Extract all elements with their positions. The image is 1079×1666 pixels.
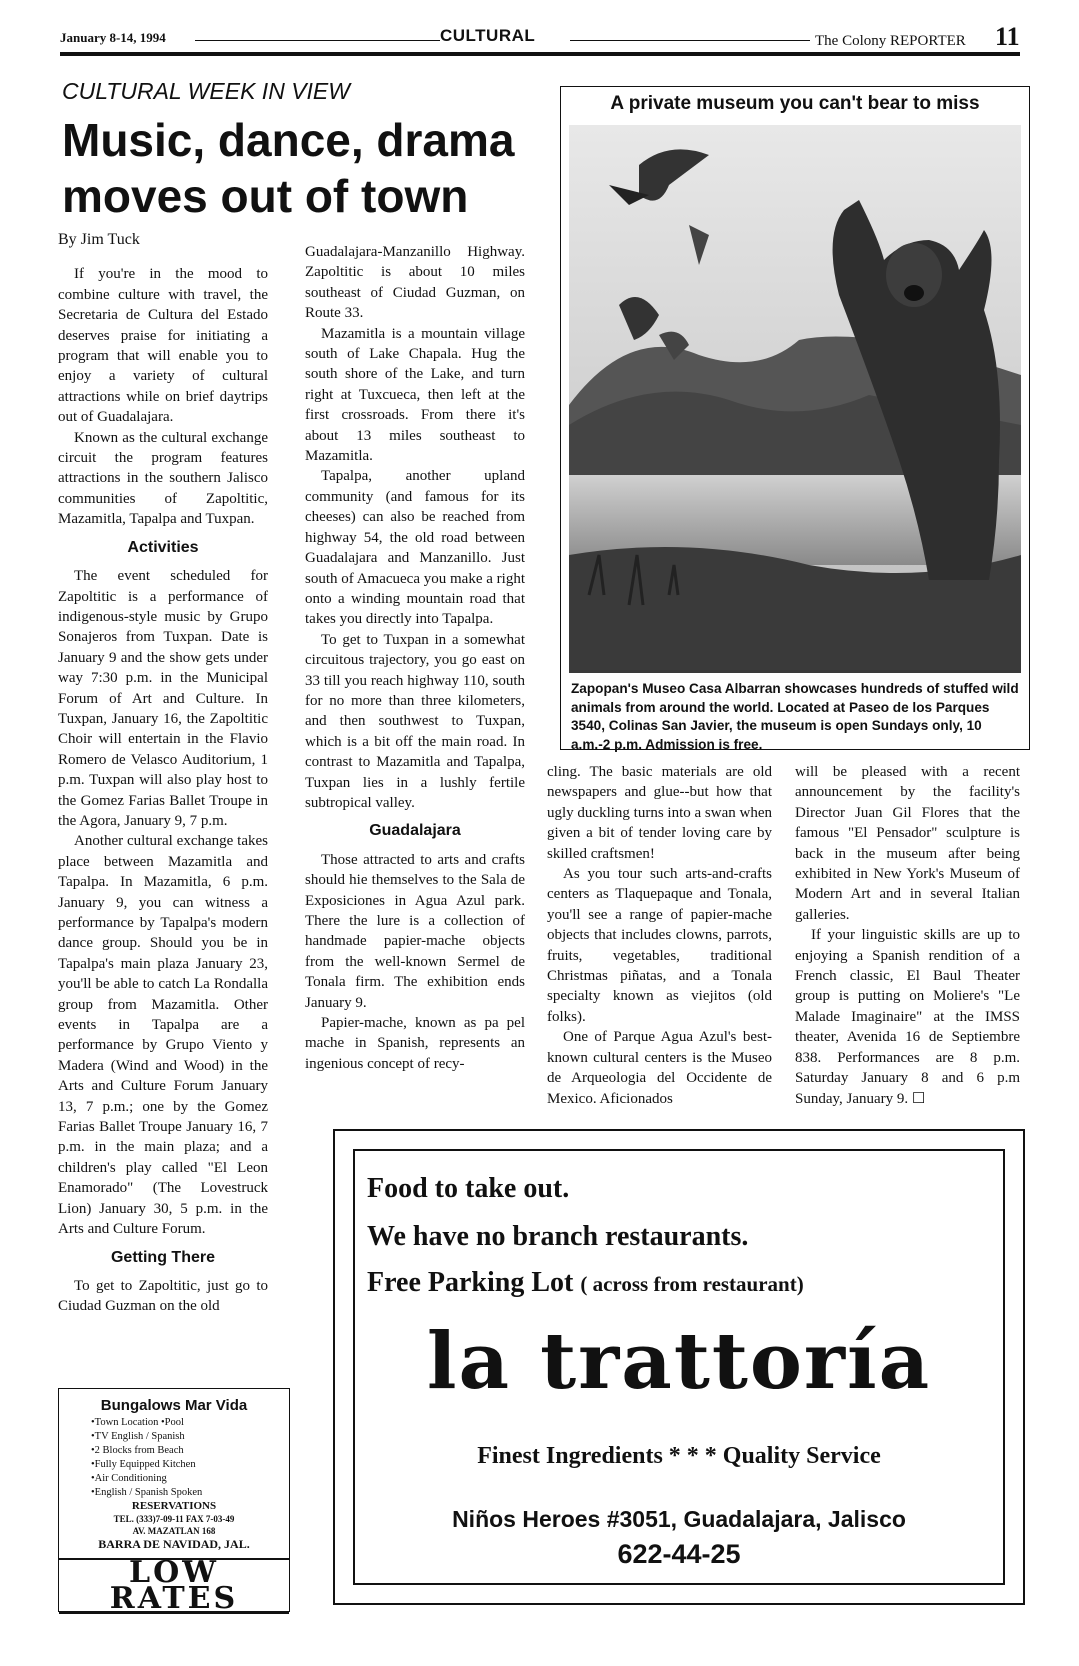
restaurant-ad-frame — [353, 1149, 1005, 1585]
bungalows-title: Bungalows Mar Vida — [100, 1397, 248, 1414]
museum-feature — [560, 86, 1030, 750]
paragraph: As you tour such arts-and-crafts centers as Tlaquepaque and Tonala, you'll see a range of papier-mache objects that includes clowns, parrots, fruits, vegetables, traditional Christmas piñatas, and a Tonala specialty known as viejitos (old folks). — [547, 866, 772, 1025]
restaurant-logo: la trattoría — [426, 1316, 932, 1407]
paragraph: Those attracted to arts and crafts should hie themselves to the Sala de Exposiciones in Agua Azul park. There the lure is a collection of handmade papier-mache objects from the well-known Sermel de Tonala firm. The exhibition ends January 9. — [305, 851, 525, 1011]
feature-item: •TV English / Spanish — [91, 1431, 185, 1442]
paragraph: Guadalajara-Manzanillo Highway. Zapoltitic is about 10 miles southeast of Ciudad Guzman, on Route 33. — [305, 244, 525, 322]
paragraph: To get to Tuxpan in a somewhat circuitous trajectory, you go east on 33 till you reach highway 110, south for no more than three kilometers, and then southwest to Tuxpan, which is a bit off the main road. In contrast to Mazamitla and Tapalpa, Tuxpan lies in a lushly fertile subtropical valley. — [305, 631, 525, 811]
article-column-3 — [547, 762, 772, 1109]
subhead-getting-there: Getting There — [110, 1248, 215, 1266]
feature-item: •2 Blocks from Beach — [91, 1445, 184, 1456]
feature-item: •Air Conditioning — [91, 1473, 167, 1484]
byline: By Jim Tuck — [58, 231, 140, 248]
article-column-2 — [305, 242, 525, 1074]
paragraph: If you're in the mood to combine culture with travel, the Secretaria de Cultura del Estado deserves praise for initiating a program that will enable you to enjoy a variety of cultural attractions while on brief daytrips out of Guadalajara. — [58, 266, 268, 426]
ad-phone: 622-44-25 — [617, 1539, 741, 1569]
bungalows-address: AV. MAZATLAN 168 — [132, 1526, 216, 1536]
subhead-activities: Activities — [127, 538, 199, 556]
masthead-rule — [60, 52, 1020, 56]
page-number: 11 — [995, 22, 1020, 51]
feature-item: •Town Location •Pool — [91, 1417, 184, 1428]
masthead-rule-right — [570, 40, 810, 41]
article-column-1 — [58, 230, 268, 1317]
feature-item: •English / Spanish Spoken — [91, 1487, 203, 1498]
paragraph: Another cultural exchange takes place between Mazamitla and Tapalpa. In Mazamitla, 6 p.m. January 9, you can witness a performance by Tapalpa's modern dance group. Should you be in Tapalpa's main plaza January 23, you'll be able to catch La Rondalla group from Mazamitla. Other events in Tapalpa are a performance by Grupo Viento y Madera (Wind and Wood) in the Arts and Culture Forum January 13, 7 p.m.; one by the Gomez Farias Ballet Troupe January 16, 7 p.m. in the main plaza; and a children's play called "El Leon Enamorado" (The Lovestruck Lion) January 30, 5 p.m. in the Arts and Culture Forum. — [58, 833, 268, 1238]
paragraph: Known as the cultural exchange circuit the program features attractions in the southern Jalisco communities of Zapoltitic, Mazamitla, Tapalpa and Tuxpan. — [58, 429, 268, 528]
paragraph: Mazamitla is a mountain village south of Lake Chapala. Hug the south shore of the Lake, and turn right at Tuxcueca, then left at the first crossroads. From there it's about 13 miles southeast to Mazamitla. — [305, 325, 525, 465]
paragraph: To get to Zapoltitic, just go to Ciudad Guzman on the old — [58, 1277, 268, 1315]
bungalows-city: BARRA DE NAVIDAD, JAL. — [98, 1537, 250, 1551]
section-name: CULTURAL — [440, 26, 536, 45]
bungalows-features — [59, 1416, 289, 1500]
low-rates-banner: LOW RATES — [59, 1558, 289, 1614]
museum-caption: Zapopan's Museo Casa Albarran showcases hundreds of stuffed wild animals from around the world. Located at Paseo de los Parques 3540, Colinas San Javier, the museum is open Sundays only, 10 a.m.-2 p.m. Admission is free. — [571, 681, 1019, 752]
paragraph: The event scheduled for Zapoltitic is a performance of indigenous-style music by Grupo Sonajeros from Tuxpan. Date is January 9 and the show gets under way 7:30 p.m. in the Municipal Forum of Art and Culture. In Tuxpan, January 16, the Zapoltitic Choir will entertain in the Flavio Romero de Velasco Auditorium, 1 p.m. Tuxpan will also play host to the Gomez Farias Ballet Troupe in the Agora, January 9, 7 p.m. — [58, 568, 268, 829]
subhead-guadalajara: Guadalajara — [369, 822, 461, 840]
paragraph: Papier-mache, known as pa pel mache in Spanish, represents an ingenious concept of recy- — [305, 1015, 525, 1072]
ad-parking-line — [367, 1267, 804, 1299]
paragraph: If your linguistic skills are up to enjoying a Spanish rendition of a French classic, El Baul Theater group is putting on Moliere's "Le Malade Imaginaire" at the IMSS theater, Avenida 16 de Septiembre 838. Performances are 8 p.m. Saturday January 8 and 6 p.m Sunday, January 9. ☐ — [795, 927, 1020, 1107]
ad-address: Niños Heroes #3051, Guadalajara, Jalisco — [452, 1506, 906, 1532]
paragraph: One of Parque Agua Azul's best-known cultural centers is the Museo de Arqueologia del Occidente de Mexico. Aficionados — [547, 1029, 772, 1107]
bungalows-ad — [58, 1388, 290, 1616]
bear-photo — [569, 125, 1021, 673]
reservations-label: RESERVATIONS — [131, 1500, 217, 1512]
bungalows-phone: TEL. (333)7-09-11 FAX 7-03-49 — [113, 1514, 235, 1524]
issue-date: January 8-14, 1994 — [60, 30, 166, 45]
paper-name: The Colony REPORTER — [815, 33, 966, 49]
restaurant-ad — [333, 1129, 1025, 1605]
bear-photo-illustration — [569, 125, 1021, 673]
ad-branch-line: We have no branch restaurants. — [367, 1221, 749, 1252]
masthead-rule-left — [195, 40, 440, 41]
feature-item: •Fully Equipped Kitchen — [91, 1459, 196, 1470]
article-kicker: CULTURAL WEEK IN VIEW — [62, 78, 350, 104]
article-column-4 — [795, 762, 1020, 1109]
ad-slogan: Finest Ingredients * * * Quality Service — [477, 1443, 881, 1469]
article-headline: Music, dance, drama moves out of town — [62, 114, 515, 222]
paragraph: will be pleased with a recent announcement by the facility's Director Juan Gil Flores that the famous "El Pensador" sculpture is back in the museum after being exhibited in New York's Museum of Modern Art and in several Italian galleries. — [795, 764, 1020, 923]
paragraph: Tapalpa, another upland community (and famous for its cheeses) can also be reached from highway 54, the old road between Guadalajara and Manzanillo. Just south of Amacueca you make a right onto a winding mountain road that takes you directly into Tapalpa. — [305, 468, 525, 628]
ad-takeout-line: Food to take out. — [367, 1173, 570, 1204]
museum-title: A private museum you can't bear to miss — [610, 93, 980, 114]
ad-parking-note: ( across from restaurant) — [580, 1272, 804, 1296]
ad-parking-main: Free Parking Lot — [367, 1267, 574, 1298]
paragraph: cling. The basic materials are old newspapers and glue--but how that ugly duckling turns into a swan when given a bit of tender loving care by skilled craftsmen! — [547, 764, 772, 862]
